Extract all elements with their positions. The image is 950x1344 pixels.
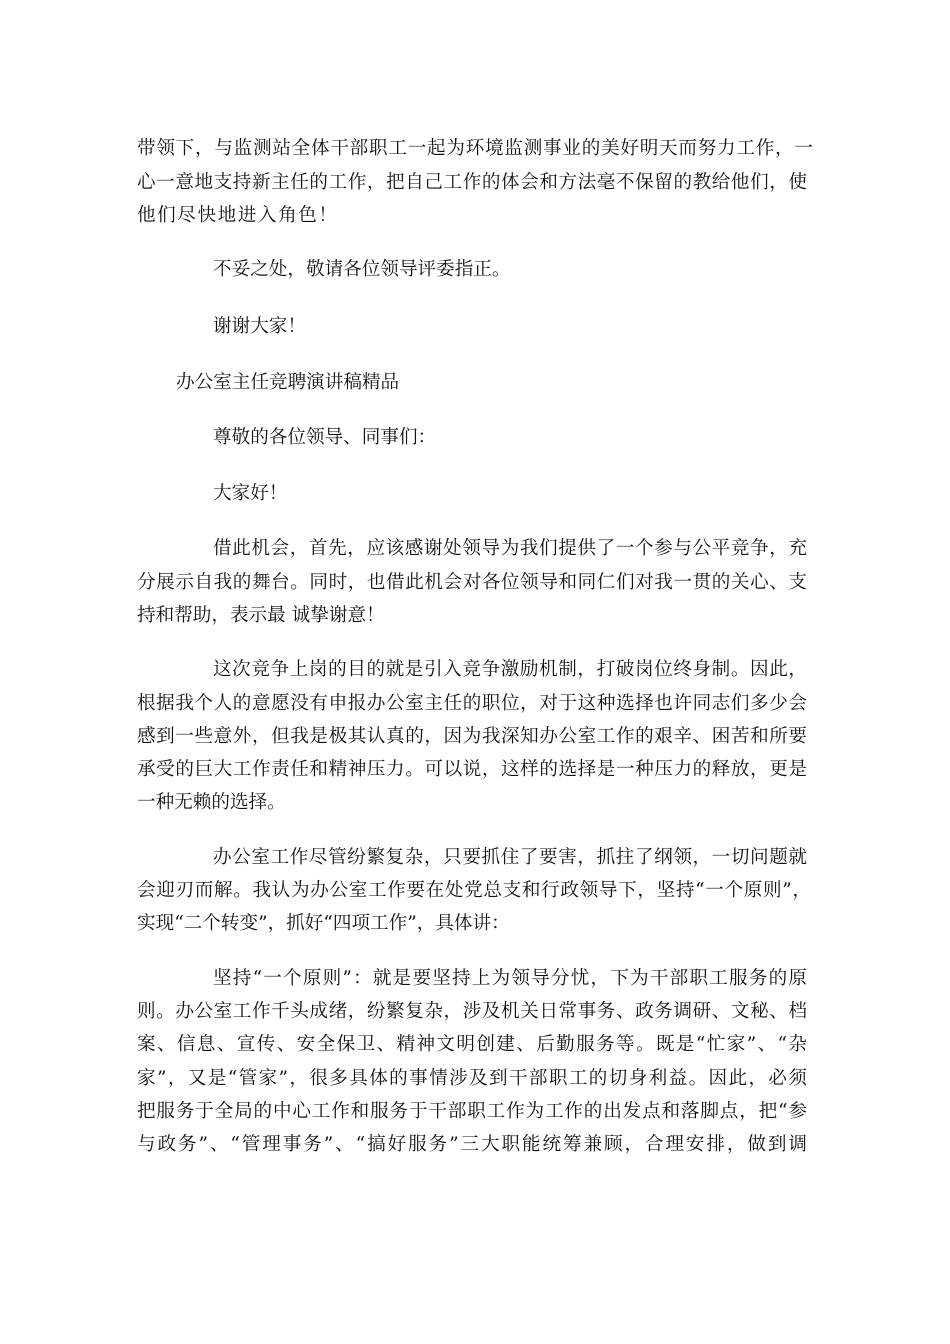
text-line: 他们尽快地进入角色！ (137, 205, 339, 226)
text-line: 分展示自我的舞台。同时，也借此机会对各位领导和同仁们对我一贯的关心、支 (137, 572, 808, 593)
text-line: 坚持“一个原则”：就是要坚持上为领导分忧，下为干部职工服务的原 (213, 968, 809, 989)
text-line: 感到一些意外，但我是极其认真的，因为我深知办公室工作的艰辛、困苦和所要 (137, 726, 808, 747)
text-line: 带领下，与监测站全体干部职工一起为环境监测事业的美好明天而努力工作，一 (137, 138, 814, 159)
text-line: 案、信息、宣传、安全保卫、精神文明创建、后勤服务等。既是“忙家”、“杂 (137, 1034, 809, 1055)
text-line: 则。办公室工作千头成绪，纷繁复杂，涉及机关日常事务、政务调研、文秘、档 (137, 1001, 808, 1022)
text-line: 办公室工作尽管纷繁复杂，只要抓住了要害，抓拄了纲领，一切问题就 (213, 847, 808, 868)
document-title: 办公室主任竞聘演讲稿精品 (176, 372, 400, 393)
text-line: 谢谢大家！ (213, 316, 306, 337)
text-line: 与政务”、“管理事务”、“搞好服务”三大职能统筹兼顾，合理安排，做到调 (137, 1134, 809, 1155)
text-line: 借此机会，首先，应该感谢处领导为我们提供了一个参与公平竞争，充 (213, 538, 808, 559)
text-line: 承受的巨大工作责任和精神压力。可以说，这样的选择是一种压力的释放，更是 (137, 759, 808, 780)
text-line: 把服务于全局的中心工作和服务于干部职工作为工作的出发点和落脚点，把“参 (137, 1101, 808, 1122)
text-line: 实现“二个转变”，抓好“四项工作”，具体讲： (137, 913, 510, 934)
text-line: 不妥之处，敬请各位领导评委指正。 (213, 259, 511, 280)
text-line: 家”，又是“管家”，很多具体的事情涉及到干部职工的切身利益。因此，必须 (137, 1068, 809, 1089)
text-line: 根据我个人的意愿没有申报办公室主任的职位，对于这种选择也许同志们多少会 (137, 693, 808, 714)
text-line: 会迎刃而解。我认为办公室工作要在处党总支和行政领导下，坚持“一个原则”， (137, 880, 812, 901)
text-line: 心一意地支持新主任的工作，把自己工作的体会和方法毫不保留的教给他们，使 (137, 172, 808, 193)
salutation: 尊敬的各位领导、同事们： (213, 427, 437, 448)
text-line: 持和帮助，表示最 诚挚谢意！ (137, 605, 385, 626)
greeting: 大家好！ (213, 483, 288, 504)
text-line: 这次竞争上岗的目的就是引入竞争激励机制，打破岗位终身制。因此， (213, 659, 808, 680)
text-line: 一种无赖的选择。 (137, 792, 286, 813)
